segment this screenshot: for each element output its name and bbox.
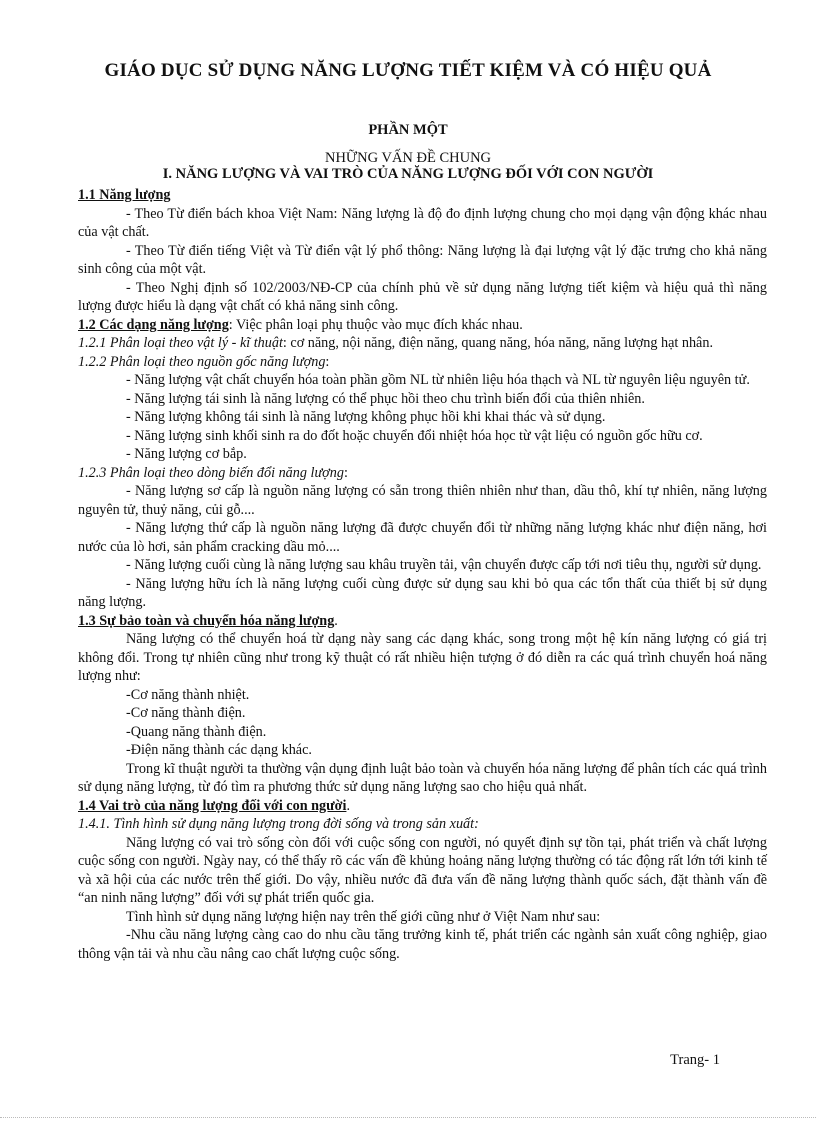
paragraph: - Theo Từ điển bách khoa Việt Nam: Năng lượng là độ đo định lượng chung cho mọi dạng vận động khác nhau của vật chất. xyxy=(78,205,767,240)
paragraph: - Năng lượng sinh khối sinh ra do đốt hoặc chuyển đổi nhiệt hóa học từ vật liệu có nguồn gốc hữu cơ. xyxy=(126,427,703,444)
section-1-2-1-heading: 1.2.1 Phân loại theo vật lý - kĩ thuật xyxy=(78,335,283,351)
page-number: Trang- 1 xyxy=(670,1052,720,1068)
paragraph: - Năng lượng cuối cùng là năng lượng sau khâu truyền tải, vận chuyển được cấp tới nơi tiêu thụ, người sử dụng. xyxy=(126,557,762,573)
section-1-2-1-text: : cơ năng, nội năng, điện năng, quang năng, hóa năng, năng lượng hạt nhân. xyxy=(282,335,713,351)
section-1-2-heading: 1.2 Các dạng năng lượng xyxy=(78,316,229,333)
paragraph: Năng lượng có thể chuyển hoá từ dạng này sang các dạng khác, song trong một hệ kín năng lượng có giá trị không đổi. Trong tự nhiên cũng như trong kỹ thuật có rất nhiều hiện tượng ở đó diễn ra các quá trình chuyển hoá năng lượng như: xyxy=(78,631,767,684)
paragraph: -Nhu cầu năng lượng càng cao do nhu cầu tăng trưởng kinh tế, phát triển các ngành sản xuất công nghiệp, giao thông vận tải và nhu cầu nâng cao chất lượng cuộc sống. xyxy=(78,927,767,962)
section-1-2-3-heading: 1.2.3 Phân loại theo dòng biến đổi năng lượng xyxy=(78,464,344,481)
paragraph: - Năng lượng sơ cấp là nguồn năng lượng có sẵn trong thiên nhiên như than, dầu thô, khí tự nhiên, năng lượng nguyên tử, thuỷ năng, củi gỗ.... xyxy=(78,483,767,518)
section-1-4: 1.4 Vai trò của năng lượng đối với con người. xyxy=(78,797,350,814)
section-1-1-heading: 1.1 Năng lượng xyxy=(78,187,171,203)
paragraph: Trong kĩ thuật người ta thường vận dụng định luật bảo toàn và chuyển hóa năng lượng để phân tích các quá trình sử dụng năng lượng, từ đó tìm ra phương thức sử dụng năng lượng sao cho hiệu quả nhất. xyxy=(78,760,767,795)
section-1-4-1-heading: 1.4.1. Tình hình sử dụng năng lượng trong đời sống và trong sản xuất: xyxy=(78,816,479,832)
list-item: -Cơ năng thành điện. xyxy=(126,705,246,721)
paragraph: - Năng lượng cơ bắp. xyxy=(126,446,247,462)
paragraph: - Năng lượng tái sinh là năng lượng có thể phục hồi theo chu trình biến đổi của thiên nhiên. xyxy=(126,390,645,407)
section-1-3-heading: 1.3 Sự bảo toàn và chuyển hóa năng lượng xyxy=(78,612,335,629)
topic-heading: NHỮNG VẤN ĐỀ CHUNG xyxy=(324,150,492,166)
section-1-2-2-heading: 1.2.2 Phân loại theo nguồn gốc năng lượng xyxy=(78,353,326,370)
document-body xyxy=(78,186,767,963)
section-1-4-heading: 1.4 Vai trò của năng lượng đối với con người xyxy=(78,797,347,814)
paragraph: - Năng lượng hữu ích là năng lượng cuối cùng được sử dụng sau khi bỏ qua các tổn thất của thiết bị sử dụng năng lượng. xyxy=(78,575,767,610)
list-item: -Quang năng thành điện. xyxy=(126,723,267,740)
paragraph: - Năng lượng thứ cấp là nguồn năng lượng đã được chuyển đổi từ những năng lượng khác như điện năng, hơi nước của lò hơi, sản phẩm cracking dầu mỏ.... xyxy=(78,520,767,555)
list-item: -Cơ năng thành nhiệt. xyxy=(126,686,250,703)
list-item: -Điện năng thành các dạng khác. xyxy=(126,742,312,758)
paragraph: Tình hình sử dụng năng lượng hiện nay trên thế giới cũng như ở Việt Nam như sau: xyxy=(126,908,601,925)
section-1-2-1 xyxy=(78,334,767,353)
paragraph: - Theo Nghị định số 102/2003/NĐ-CP của chính phủ về sử dụng năng lượng tiết kiệm và hiệu quả thì năng lượng được hiểu là dạng vật chất có khả năng sinh công. xyxy=(78,279,767,314)
section-1-2-3: 1.2.3 Phân loại theo dòng biến đổi năng lượng: xyxy=(78,464,348,481)
paragraph: - Năng lượng vật chất chuyển hóa toàn phần gồm NL từ nhiên liệu hóa thạch và NL từ nguyên liệu nguyên tử. xyxy=(126,372,750,388)
section-1-2 xyxy=(78,316,767,335)
section-1-2-intro: : Việc phân loại phụ thuộc vào mục đích khác nhau. xyxy=(228,316,523,333)
section-1-3: 1.3 Sự bảo toàn và chuyển hóa năng lượng. xyxy=(78,612,338,629)
chapter-heading: I. NĂNG LƯỢNG VÀ VAI TRÒ CỦA NĂNG LƯỢNG ĐỐI VỚI CON NGƯỜI xyxy=(162,166,654,182)
paragraph: - Năng lượng không tái sinh là năng lượng không phục hồi khi khai thác và sử dụng. xyxy=(126,409,606,425)
part-heading: PHẦN MỘT xyxy=(368,122,448,138)
paragraph: - Theo Từ điển tiếng Việt và Từ điển vật lý phổ thông: Năng lượng là đại lượng vật lý đặc trưng cho khả năng sinh công của một vật. xyxy=(78,242,767,277)
document-title: GIÁO DỤC SỬ DỤNG NĂNG LƯỢNG TIẾT KIỆM VÀ CÓ HIỆU QUẢ xyxy=(104,60,712,81)
section-1-2-2: 1.2.2 Phân loại theo nguồn gốc năng lượng: xyxy=(78,353,330,370)
page-bottom-divider xyxy=(0,1117,816,1118)
paragraph: Năng lượng có vai trò sống còn đối với cuộc sống con người, nó quyết định sự tồn tại, phát triển và chất lượng cuộc sống con người. Ngày nay, có thể thấy rõ các vấn đề khủng hoảng năng lượng thường có tác động rất lớn tới kinh tế và xã hội của các nước trên thế giới. Do vậy, nhiều nước đã đưa vấn đề năng lượng thành quốc sách, đặt thành vấn đề “an ninh năng lượng” đối với sự phát triển quốc gia. xyxy=(78,834,767,906)
